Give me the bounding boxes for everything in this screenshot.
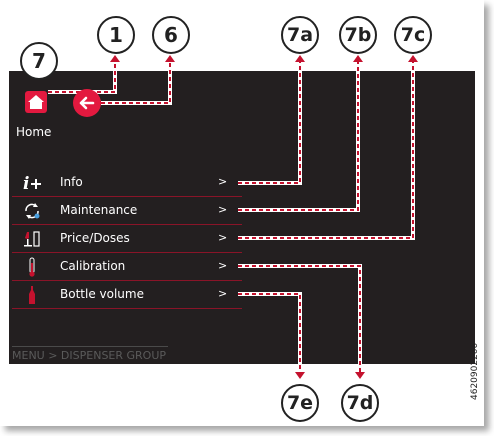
menu-item-label: Calibration — [60, 259, 126, 273]
home-icon — [25, 91, 47, 113]
document-code: 4620902200 — [470, 342, 480, 400]
breadcrumb-divider — [12, 346, 168, 347]
info-icon — [22, 173, 42, 193]
back-button[interactable] — [73, 89, 101, 117]
menu-item-maintenance[interactable] — [12, 197, 242, 225]
menu-item-price-doses[interactable] — [12, 225, 242, 253]
chevron-right-icon: > — [218, 175, 228, 188]
home-button[interactable] — [25, 91, 47, 113]
callout-1: 1 — [97, 16, 135, 54]
maintenance-icon — [22, 201, 42, 221]
callout-7b: 7b — [339, 16, 377, 54]
back-arrow-icon — [73, 89, 101, 117]
callout-7d: 7d — [341, 384, 379, 422]
chevron-right-icon: > — [218, 231, 228, 244]
menu-item-label: Bottle volume — [60, 287, 144, 301]
menu-item-calibration[interactable] — [12, 253, 242, 281]
menu-item-bottle-volume[interactable] — [12, 281, 242, 309]
menu-item-info[interactable] — [12, 169, 242, 197]
breadcrumb: MENU > DISPENSER GROUP — [12, 349, 167, 362]
bottle-volume-icon — [22, 285, 42, 305]
callout-7a: 7a — [281, 16, 319, 54]
calibration-icon — [22, 257, 42, 277]
chevron-right-icon: > — [218, 287, 228, 300]
menu-item-label: Info — [60, 175, 83, 189]
callout-7c: 7c — [394, 16, 432, 54]
callout-6: 6 — [152, 16, 190, 54]
callout-7e: 7e — [281, 384, 319, 422]
home-label: Home — [16, 125, 52, 139]
chevron-right-icon: > — [218, 259, 228, 272]
chevron-right-icon: > — [218, 203, 228, 216]
menu-item-label: Price/Doses — [60, 231, 130, 245]
svg-text:i: i — [23, 174, 30, 193]
price-doses-icon — [22, 229, 42, 249]
menu-item-label: Maintenance — [60, 203, 138, 217]
callout-7: 7 — [20, 42, 58, 80]
